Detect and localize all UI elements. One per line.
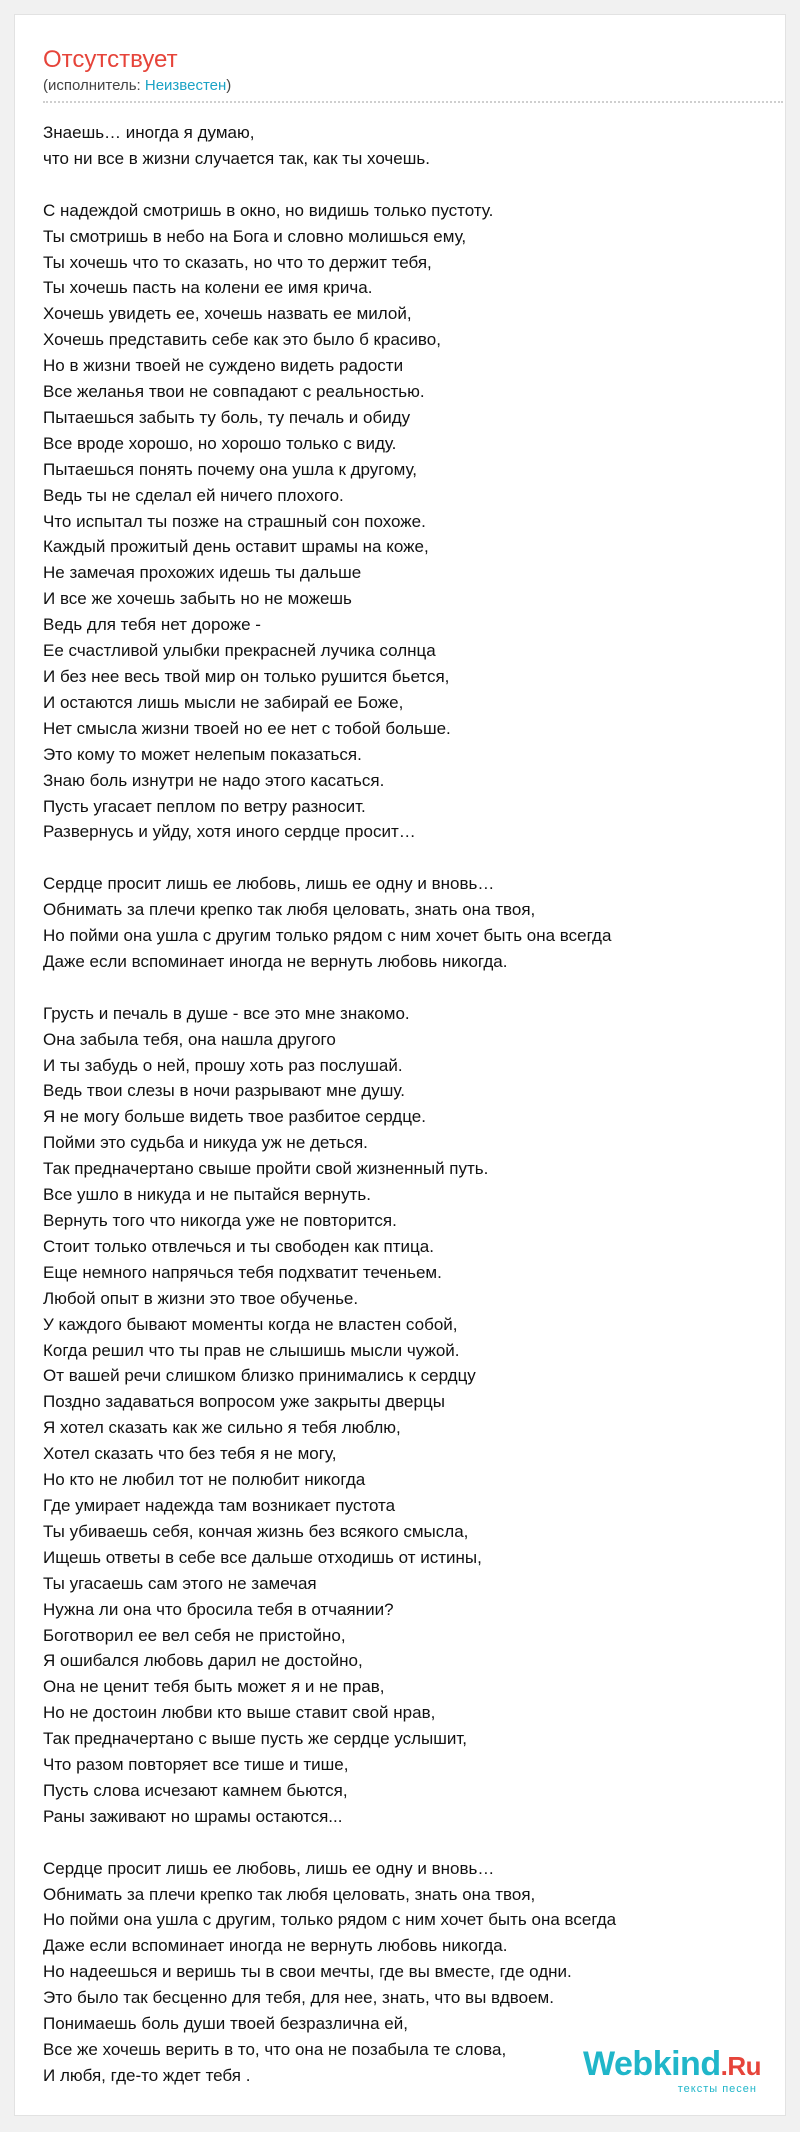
lyrics-line: Так предначертано свыше пройти свой жизненный путь. (43, 1159, 489, 1179)
lyrics-line: И ты забудь о ней, прошу хоть раз послушай. (43, 1055, 403, 1075)
lyrics-line: Но не достоин любви кто выше ставит свой нрав, (43, 1703, 436, 1723)
logo-tld-text: .Ru (720, 2051, 761, 2081)
lyrics-line: Это было так бесценно для тебя, для нее, знать, что вы вдвоем. (43, 1988, 554, 2008)
lyrics-line: Раны заживают но шрамы остаются... (43, 1806, 343, 1826)
lyrics-line: Стоит только отвлечься и ты свободен как птица. (43, 1236, 434, 1256)
lyrics-line: Ты убиваешь себя, кончая жизнь без всякого смысла, (43, 1521, 469, 1541)
lyrics-stanza (43, 1001, 783, 1830)
lyrics-line: Я не могу больше видеть твое разбитое сердце. (43, 1107, 426, 1127)
lyrics-line: Но пойми она ушла с другим, только рядом с ним хочет быть она всегда (43, 1910, 617, 1930)
lyrics-line: Хотел сказать что без тебя я не могу, (43, 1444, 337, 1464)
lyrics-line: С надеждой смотришь в окно, но видишь только пустоту. (43, 200, 494, 220)
lyrics-line: Хочешь представить себе как это было б красиво, (43, 330, 441, 350)
lyrics-line: Она забыла тебя, она нашла другого (43, 1029, 336, 1049)
lyrics-body (43, 120, 783, 2115)
lyrics-line: Грусть и печаль в душе - все это мне знакомо. (43, 1003, 410, 1023)
lyrics-card (14, 14, 786, 2116)
artist-link[interactable]: Неизвестен (144, 77, 227, 94)
lyrics-line: Ты хочешь что то сказать, но что то держит тебя, (43, 252, 432, 272)
lyrics-line: Еще немного напрячься тебя подхватит теченьем. (43, 1262, 442, 1282)
lyrics-line: Ведь твои слезы в ночи разрывают мне душу. (43, 1081, 405, 1101)
lyrics-line: Хочешь увидеть ее, хочешь назвать ее милой, (43, 304, 412, 324)
lyrics-line: Все же хочешь верить в то, что она не позабыла те слова, (43, 2040, 507, 2059)
lyrics-line: Ты угасаешь сам этого не замечая (43, 1573, 317, 1593)
lyrics-line: Что испытал ты позже на страшный сон похоже. (43, 511, 426, 531)
lyrics-line: Ты хочешь пасть на колени ее имя крича. (43, 278, 373, 298)
lyrics-line: У каждого бывают моменты когда не властен собой, (43, 1314, 458, 1334)
lyrics-line: Пойми это судьба и никуда уж не деться. (43, 1133, 368, 1153)
lyrics-line: И остаются лишь мысли не забирай ее Боже, (43, 692, 404, 712)
lyrics-line: Она не ценит тебя быть может я и не прав, (43, 1677, 385, 1697)
lyrics-stanza (43, 198, 783, 846)
song-title: Отсутствует (43, 46, 178, 73)
lyrics-line: Все желанья твои не совпадают с реальностью. (43, 382, 425, 402)
lyrics-line: И все же хочешь забыть но не можешь (43, 589, 352, 609)
lyrics-stanza (43, 871, 783, 975)
lyrics-line: Поздно задаваться вопросом уже закрыты дверцы (43, 1392, 445, 1412)
lyrics-line: Даже если вспоминает иногда не вернуть любовь никогда. (43, 1936, 508, 1956)
lyrics-line: Пусть слова исчезают камнем бьются, (43, 1780, 348, 1800)
lyrics-line: Знаешь… иногда я думаю, (43, 123, 255, 142)
lyrics-line: Где умирает надежда там возникает пустота (43, 1495, 396, 1515)
lyrics-line: Но пойми она ушла с другим только рядом с ним хочет быть она всегда (43, 926, 612, 946)
lyrics-line: Ее счастливой улыбки прекрасней лучика солнца (43, 641, 436, 661)
lyrics-line: Пытаешься забыть ту боль, ту печаль и обиду (43, 407, 411, 427)
lyrics-line: От вашей речи слишком близко принимались к сердцу (43, 1366, 476, 1386)
lyrics-line: Ты смотришь в небо на Бога и словно молишься ему, (43, 226, 467, 246)
lyrics-line: Я ошибался любовь дарил не достойно, (43, 1651, 363, 1671)
lyrics-line: Это кому то может нелепым показаться. (43, 744, 362, 764)
lyrics-line: Боготворил ее вел себя не пристойно, (43, 1625, 346, 1645)
song-header (43, 45, 783, 103)
lyrics-line: Ведь ты не сделал ей ничего плохого. (43, 485, 344, 505)
artist-suffix: ) (226, 77, 232, 94)
lyrics-line: И без нее весь твой мир он только рушится бьется, (43, 667, 450, 687)
webkind-logo[interactable] (583, 2047, 761, 2095)
lyrics-line: И любя, где-то ждет тебя . (43, 2065, 251, 2085)
lyrics-line: Не замечая прохожих идешь ты дальше (43, 563, 362, 583)
artist-line (43, 77, 783, 103)
lyrics-line: Все ушло в никуда и не пытайся вернуть. (43, 1185, 371, 1205)
artist-prefix: (исполнитель: (43, 77, 145, 94)
lyrics-line: Так предначертано с выше пусть же сердце услышит, (43, 1729, 467, 1749)
lyrics-line: Сердце просит лишь ее любовь, лишь ее одну и вновь… (43, 874, 495, 894)
lyrics-line: Когда решил что ты прав не слышишь мысли чужой. (43, 1340, 460, 1360)
lyrics-line: Я хотел сказать как же сильно я тебя люблю, (43, 1418, 401, 1438)
logo-web-text: Web (583, 2045, 653, 2083)
lyrics-line: Нет смысла жизни твоей но ее нет с тобой больше. (43, 718, 451, 738)
lyrics-line: Обнимать за плечи крепко так любя целовать, знать она твоя, (43, 1884, 536, 1904)
lyrics-line: Сердце просит лишь ее любовь, лишь ее одну и вновь… (43, 1858, 495, 1878)
lyrics-line: Ищешь ответы в себе все дальше отходишь от истины, (43, 1547, 482, 1567)
lyrics-line: Все вроде хорошо, но хорошо только с виду. (43, 433, 397, 453)
lyrics-stanza (43, 120, 783, 172)
lyrics-line: Обнимать за плечи крепко так любя целовать, знать она твоя, (43, 900, 536, 920)
lyrics-line: Нужна ли она что бросила тебя в отчаянии? (43, 1599, 394, 1619)
lyrics-line: Понимаешь боль души твоей безразлична ей, (43, 2014, 408, 2034)
lyrics-line: Каждый прожитый день оставит шрамы на коже, (43, 537, 429, 557)
lyrics-line: Пусть угасает пеплом по ветру разносит. (43, 796, 366, 816)
lyrics-line: что ни все в жизни случается так, как ты хочешь. (43, 148, 430, 168)
lyrics-line: Любой опыт в жизни это твое обученье. (43, 1288, 359, 1308)
logo-wordmark (583, 2047, 761, 2083)
lyrics-line: Но в жизни твоей не суждено видеть радости (43, 356, 404, 376)
logo-subtitle: тексты песен (677, 2083, 757, 2095)
lyrics-line: Знаю боль изнутри не надо этого касаться. (43, 770, 385, 790)
lyrics-line: Ведь для тебя нет дороже - (43, 615, 261, 635)
lyrics-line: Даже если вспоминает иногда не вернуть любовь никогда. (43, 951, 508, 971)
lyrics-line: Но кто не любил тот не полюбит никогда (43, 1470, 366, 1490)
lyrics-line: Развернусь и уйду, хотя иного сердце просит… (43, 822, 416, 842)
lyrics-line: Что разом повторяет все тише и тише, (43, 1755, 349, 1775)
lyrics-line: Но надеешься и веришь ты в свои мечты, где вы вместе, где одни. (43, 1962, 572, 1982)
logo-kind-text: kind (652, 2045, 721, 2083)
lyrics-line: Вернуть того что никогда уже не повторится. (43, 1211, 397, 1231)
lyrics-line: Пытаешься понять почему она ушла к другому, (43, 459, 417, 479)
